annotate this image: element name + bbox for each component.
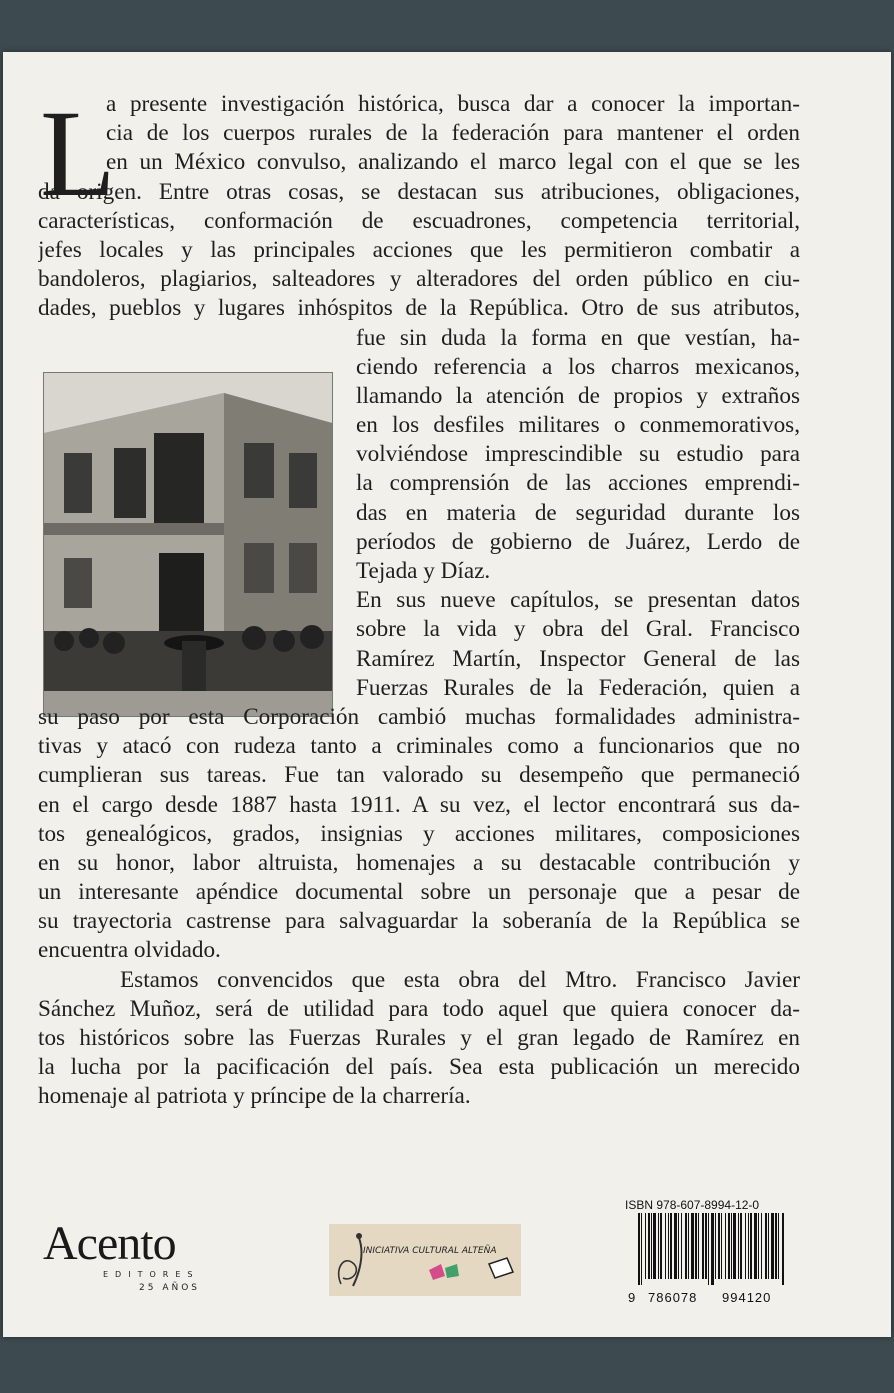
text-line: Fuerzas Rurales de la Federación, quien a [356,674,800,701]
barcode-bar [731,1213,732,1279]
barcode-bar [698,1213,699,1279]
barcode-bar [658,1213,659,1279]
text-line: cumplieran sus tareas. Fue tan valorado su desempeño que permaneció [38,762,800,789]
barcode-bar [718,1213,720,1279]
drop-cap: L [40,85,116,222]
text-line: su paso por esta Corporación cambió muchas formalidades administra- [38,703,800,730]
barcode-bar [771,1213,774,1279]
iniciativa-cultural-logo [329,1224,521,1296]
barcode-bar [715,1213,716,1279]
text-line: en su honor, labor altruista, homenajes a su destacable contribución y [38,849,800,876]
barcode-bar [702,1213,704,1279]
text-line: das en materia de seguridad durante los [356,499,800,526]
barcode-bar [733,1213,736,1279]
text-line: llamando la atención de propios y extraños [356,382,800,409]
acento-logo-name: Acento [43,1217,176,1270]
text-line: Tejada y Díaz. [356,558,491,584]
barcode-bar [651,1213,652,1279]
text-line: jefes locales y las principales acciones que les permitieron combatir a [38,236,800,263]
text-line: Sánchez Muñoz, será de utilidad para todo aquel que quiera conocer da- [38,995,800,1022]
text-line: dades, pueblos y lugares inhóspitos de la República. Otro de sus atributos, [38,295,800,322]
barcode-bar [645,1213,646,1279]
barcode-bar [728,1213,730,1279]
text-line: da origen. Entre otras cosas, se destacan sus atribuciones, obligaciones, [38,178,800,205]
text-line: tos históricos sobre las Fuerzas Rurales y el gran legado de Ramírez en [38,1025,800,1051]
barcode-group2: 994120 [722,1290,772,1305]
barcode-bar [660,1213,662,1279]
barcode-bar [748,1213,749,1279]
barcode-bar [688,1213,689,1279]
text-line: bandoleros, plagiarios, salteadores y alteradores del orden público en ciu- [38,266,800,293]
text-line: la lucha por la pacificación del país. Sea esta publicación un merecido [38,1054,800,1081]
text-line: homenaje al patriota y príncipe de la charrería. [38,1083,471,1110]
barcode-bar [775,1213,777,1279]
text-line: ciendo referencia a los charros mexicanos, [356,353,800,380]
barcode-bar [641,1213,642,1285]
barcode-bar [665,1213,666,1279]
text-line: Ramírez Martín, Inspector General de las [356,645,800,672]
back-cover-page [3,52,891,1337]
barcode-bar [705,1213,707,1279]
synopsis-text [38,85,800,1112]
text-line: su trayectoria castrense para salvaguardar la soberanía de la República se [38,908,800,935]
text-line: períodos de gobierno de Juárez, Lerdo de [356,528,800,555]
barcode-bar [695,1213,697,1279]
isbn-barcode [628,1213,789,1303]
text-line: en un México convulso, analizando el marco legal con el que se les [106,149,800,176]
text-line: cia de los cuerpos rurales de la federación para mantener el orden [106,120,800,147]
text-line: en el cargo desde 1887 hasta 1911. A su vez, el lector encontrará sus da- [38,791,800,818]
barcode-bar [678,1213,679,1279]
barcode-bar [721,1213,722,1279]
text-line: a presente investigación histórica, busca dar a conocer la importan- [106,91,800,117]
barcode-bar [653,1213,656,1279]
iniciativa-logo-name: INICIATIVA CULTURAL ALTEÑA [363,1246,497,1256]
barcode-bar [740,1213,742,1279]
barcode-bar [768,1213,769,1279]
barcode-bar [765,1213,767,1279]
barcode-bar [778,1213,779,1279]
acento-logo-sub: EDITORES [103,1270,200,1279]
barcode-bar [761,1213,762,1279]
isbn-label: ISBN 978-607-8994-12-0 [625,1198,760,1212]
barcode-bar [754,1213,757,1279]
text-line: fue sin duda la forma en que vestían, ha- [356,324,800,351]
barcode-bar [782,1213,784,1285]
text-line: volviéndose imprescindible su estudio para [356,441,800,468]
acento-logo [43,1212,218,1302]
barcode-bar [758,1213,759,1279]
barcode-bar [685,1213,687,1279]
text-line: encuentra olvidado. [38,937,221,964]
text-line: tos genealógicos, grados, insignias y acciones militares, composiciones [38,820,800,847]
barcode-bar [681,1213,682,1279]
barcode-bar [738,1213,739,1279]
barcode-bar [750,1213,752,1279]
barcode-lead-digit: 9 [628,1290,636,1305]
barcode-bar [674,1213,677,1279]
text-line: en los desfiles militares o conmemorativos, [356,412,800,439]
barcode-bar [691,1213,694,1279]
text-line: características, conformación de escuadrones, competencia territorial, [38,207,800,234]
barcode-bar [745,1213,746,1279]
text-line: En sus nueve capítulos, se presentan datos [356,587,800,614]
text-line: tivas y atacó con rudeza tanto a criminales como a funcionarios que no [38,733,800,760]
text-line: un interesante apéndice documental sobre un personaje que a pesar de [38,879,800,906]
barcode-bar [725,1213,726,1279]
text-line: Estamos convencidos que esta obra del Mtro. Francisco Javier [120,966,800,993]
acento-logo-years: 25 AÑOS [139,1283,200,1293]
barcode-bar [708,1213,709,1285]
barcode-group1: 786078 [648,1290,698,1305]
barcode-bar [648,1213,650,1279]
barcode-bar [711,1213,714,1285]
barcode-bar [638,1213,640,1285]
text-line: la comprensión de las acciones emprendi- [356,470,800,497]
barcode-bar [670,1213,672,1279]
barcode-bar [668,1213,669,1279]
text-line: sobre la vida y obra del Gral. Francisco [356,616,800,643]
